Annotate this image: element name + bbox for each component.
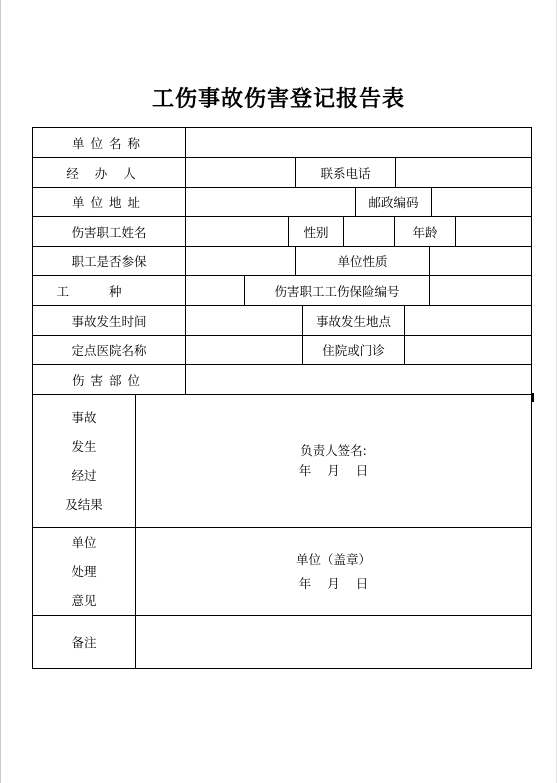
page-edge — [0, 0, 1, 783]
seal-date — [293, 572, 375, 596]
injury-part-label: 伤害部位 — [33, 365, 186, 395]
month-label: 月 — [327, 463, 340, 478]
unit-opinion-label — [33, 528, 136, 616]
accident-details-field[interactable] — [136, 395, 532, 528]
year-label: 年 — [298, 463, 312, 478]
gender-label: 性别 — [289, 217, 344, 247]
unit-address-field[interactable] — [186, 188, 356, 217]
year-label: 年 — [298, 575, 312, 591]
responsible-signature-label: 负责人签名: — [300, 443, 367, 458]
accident-details-label — [33, 395, 136, 528]
table-edge-mark — [531, 393, 534, 402]
gender-field[interactable] — [344, 217, 395, 247]
postal-code-field[interactable] — [432, 188, 532, 217]
unit-nature-label: 单位性质 — [296, 247, 430, 276]
accident-details-line: 事故 — [71, 410, 97, 425]
page-title: 工伤事故伤害登记报告表 — [151, 86, 405, 112]
age-field[interactable] — [456, 217, 532, 247]
day-label: 日 — [355, 575, 369, 591]
handler-field[interactable] — [186, 158, 296, 188]
unit-seal-label: 单位（盖章） — [295, 551, 371, 567]
contact-phone-field[interactable] — [396, 158, 532, 188]
unit-nature-field[interactable] — [430, 247, 532, 276]
unit-address-label: 单位地址 — [33, 188, 186, 217]
job-type-label: 工种 — [33, 276, 186, 306]
unit-name-label: 单位名称 — [33, 128, 186, 158]
age-label: 年龄 — [395, 217, 456, 247]
accident-place-label: 事故发生地点 — [303, 306, 405, 336]
insured-field[interactable] — [186, 247, 296, 276]
remarks-label: 备注 — [33, 616, 136, 669]
hospital-label: 定点医院名称 — [33, 336, 186, 365]
contact-phone-label: 联系电话 — [296, 158, 396, 188]
injured-name-label: 伤害职工姓名 — [33, 217, 186, 247]
unit-opinion-line: 处理 — [71, 564, 97, 579]
accident-details-line: 经过 — [71, 468, 97, 483]
remarks-field[interactable] — [136, 616, 532, 669]
accident-details-line: 及结果 — [65, 497, 103, 512]
insurance-number-label: 伤害职工工伤保险编号 — [245, 276, 430, 306]
injury-part-field[interactable] — [186, 365, 532, 395]
signature-date — [293, 461, 375, 481]
unit-opinion-line: 单位 — [71, 535, 97, 550]
unit-opinion-line: 意见 — [71, 593, 97, 608]
postal-code-label: 邮政编码 — [356, 188, 432, 217]
accident-time-field[interactable] — [186, 306, 303, 336]
insured-label: 职工是否参保 — [33, 247, 186, 276]
month-label: 月 — [327, 575, 340, 591]
inpatient-outpatient-label: 住院或门诊 — [303, 336, 405, 365]
unit-opinion-field[interactable] — [136, 528, 532, 616]
accident-time-label: 事故发生时间 — [33, 306, 186, 336]
accident-place-field[interactable] — [405, 306, 532, 336]
injured-name-field[interactable] — [186, 217, 289, 247]
accident-details-line: 发生 — [71, 439, 97, 454]
day-label: 日 — [355, 463, 369, 478]
unit-name-field[interactable] — [186, 128, 532, 158]
inpatient-outpatient-field[interactable] — [405, 336, 532, 365]
job-type-field[interactable] — [186, 276, 245, 306]
handler-label: 经办人 — [33, 158, 186, 188]
insurance-number-field[interactable] — [430, 276, 532, 306]
report-form-table — [32, 127, 532, 669]
hospital-field[interactable] — [186, 336, 303, 365]
